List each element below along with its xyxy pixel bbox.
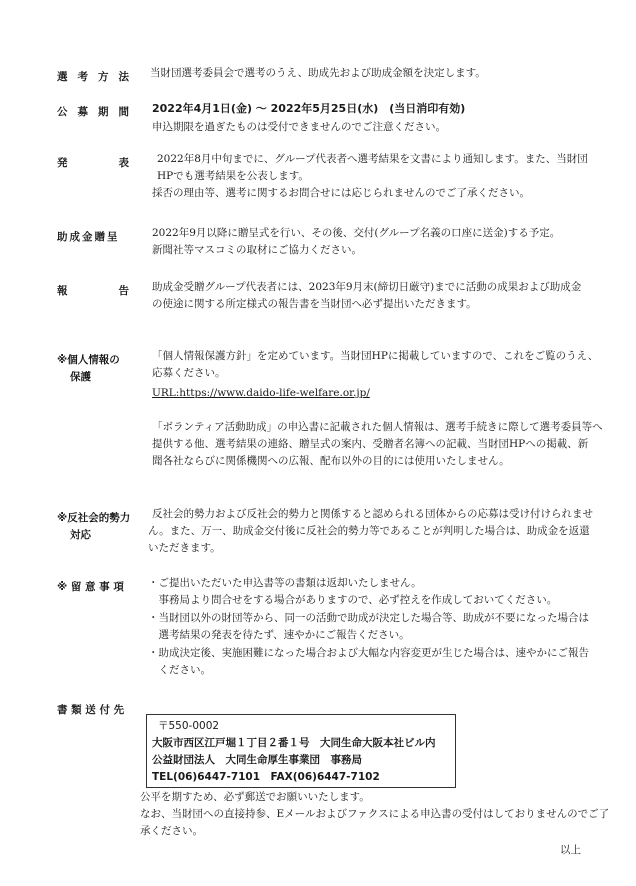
recruitment-period-dates: 2022年4月1日(金) ～ 2022年5月25日(水) (当日消印有効) [152, 102, 466, 115]
notes-line-2: 事務局より問合せをする場合がありますので、必ず控えを作成しておいてください。 [148, 594, 558, 606]
notes-line-6: ください。 [148, 664, 211, 676]
antisocial-line-1: 反社会的勢力および反社会的勢力と関係すると認められる団体からの応募は受け付けられませ [152, 508, 593, 520]
closing-mark: 以上 [560, 844, 581, 856]
announcement-line-3: 採否の理由等、選考に関するお問合せには応じられませんのでご了承ください。 [152, 187, 530, 199]
notes-line-4: 選考結果の発表を待たず、速やかにご報告ください。 [148, 629, 410, 641]
recruitment-period-label: 公 募 期 間 [57, 106, 129, 118]
antisocial-label-line-1: ※反社会的勢力 [57, 512, 131, 524]
announcement-line-2: HPでも選考結果を公表します。 [157, 170, 309, 182]
antisocial-line-2: ん。また、万一、助成金交付後に反社会的勢力等であることが判明した場合は、助成金を返還 [148, 525, 590, 537]
antisocial-label-line-2: 対応 [70, 529, 91, 541]
privacy-p2-line-1: 「ボランティア活動助成」の申込書に記載された個人情報は、選考手続きに際して選考委員等へ [152, 421, 603, 433]
privacy-p1-line-1: 「個人情報保護方針」を定めています。当財団HPに掲載していますので、これをご覧のうえ、 [152, 350, 599, 362]
recruitment-period-note: 申込期限を過ぎたものは受付できませんのでご注意ください。 [152, 121, 446, 133]
privacy-url-link[interactable]: URL:https://www.daido-life-welfare.or.jp/ [152, 387, 370, 399]
notes-line-1: ・ご提出いただいた申込書等の書類は返却いたしません。 [148, 577, 422, 589]
send-to-label: 書 類 送 付 先 [57, 704, 125, 716]
send-after-line-1: 公平を期すため、必ず郵送でお願いいたします。 [140, 791, 370, 803]
report-line-2: の使途に関する所定様式の報告書を当財団へ必ず提出いただきます。 [152, 298, 477, 310]
selection-method-text: 当財団選考委員会で選考のうえ、助成先および助成金額を決定します。 [150, 67, 486, 79]
report-label: 報 告 [57, 285, 129, 297]
privacy-label-line-1: ※個人情報の [57, 354, 120, 366]
address-line: 大阪市西区江戸堀１丁目２番１号 大同生命大阪本社ビル内 [152, 737, 436, 749]
grant-presentation-label: 助成金贈呈 [57, 231, 120, 243]
antisocial-line-3: いただきます。 [148, 542, 221, 554]
send-after-line-3: 承ください。 [140, 825, 203, 837]
postal-code: 〒550-0002 [158, 720, 220, 732]
notes-line-5: ・助成決定後、実施困難になった場合および大幅な内容変更が生じた場合は、速やかにご報告 [148, 647, 589, 659]
privacy-label-line-2: 保護 [70, 371, 91, 383]
grant-presentation-line-2: 新聞社等マスコミの取材にご協力ください。 [152, 244, 362, 256]
phone-fax: TEL(06)6447-7101 FAX(06)6447-7102 [152, 771, 380, 783]
notes-label: ※ 留 意 事 項 [57, 581, 124, 593]
grant-presentation-line-1: 2022年9月以降に贈呈式を行い、その後、交付(グループ名義の口座に送金)する予定。 [152, 227, 561, 239]
privacy-p2-line-2: 提供する他、選考結果の連絡、贈呈式の案内、受贈者名簿への記載、当財団HPへの掲載、新 [152, 438, 589, 450]
send-after-line-2: なお、当財団への直接持参、Eメールおよびファクスによる申込書の受付はしておりませんのでご了 [140, 808, 610, 820]
announcement-line-1: 2022年8月中旬までに、グループ代表者へ選考結果を文書により通知します。また、当財団 [157, 153, 588, 165]
organization-name: 公益財団法人 大同生命厚生事業団 事務局 [152, 754, 362, 766]
selection-method-label: 選 考 方 法 [57, 71, 129, 83]
notes-line-3: ・当財団以外の財団等から、同一の活動で助成が決定した場合等、助成が不要になった場合は [148, 612, 589, 624]
report-line-1: 助成金受贈グループ代表者には、2023年9月末(締切日厳守)までに活動の成果および助成金 [152, 281, 582, 293]
privacy-p1-line-2: 応募ください。 [152, 367, 226, 379]
announcement-label: 発 表 [57, 157, 129, 169]
privacy-p2-line-3: 聞各社ならびに関係機関への広報、配布以外の目的には使用いたしません。 [152, 455, 510, 467]
